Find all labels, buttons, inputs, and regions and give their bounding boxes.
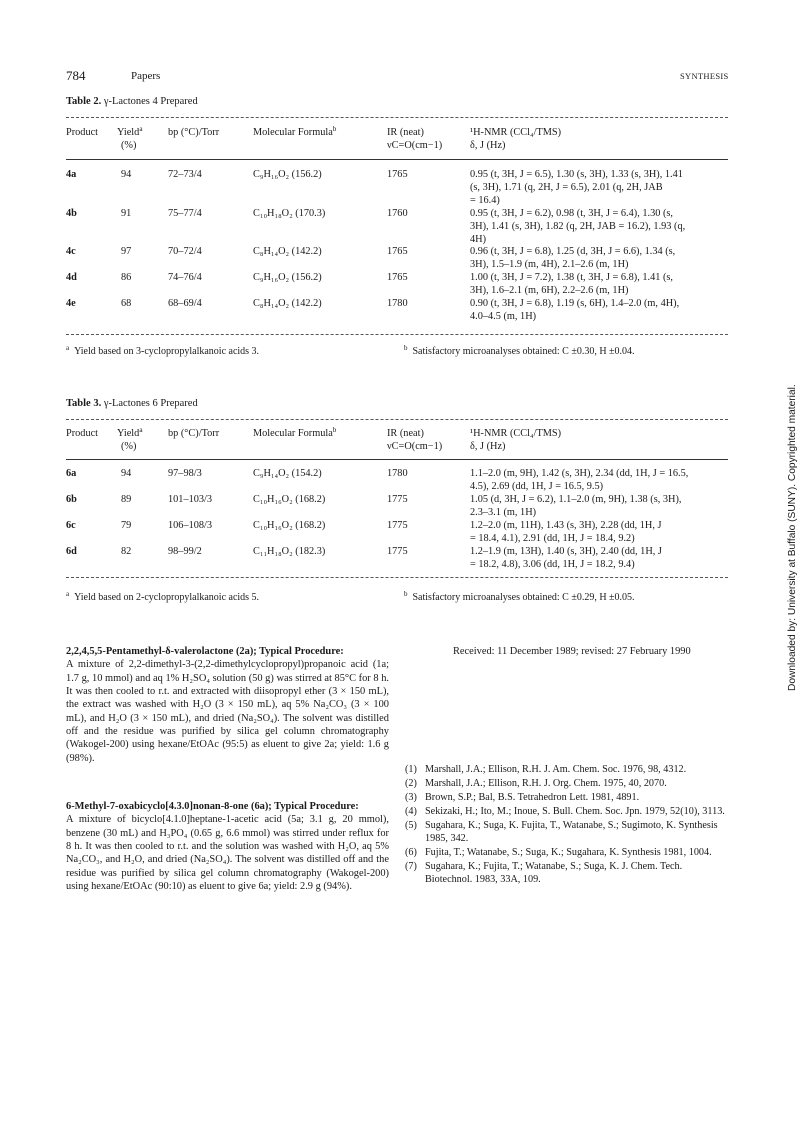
row-4d-yield: 86 [121, 272, 132, 283]
row-4c-nmr-line: 3H), 1.5–1.9 (m, 4H), 2.1–2.6 (m, 1H) [470, 258, 629, 270]
procedure-2a-text: A mixture of 2,2-dimethyl-3-(2,2-dimethylcyclopropyl)propanoic acid (1a; 1.7 g, 10 mmol) and aq 1% H₂SO₄ solution (50 g) was stirred at 85°C for 8 h. It was then cooled to r.t. and extracted with diisopropyl ether (3 × 150 mL), the extract was washed with H₂O (3 × 150 mL), aq 5% Na₂CO₃ (3 × 100 mL), and H₂O (3 × 150 mL), and dried (Na₂SO₄). The solvent was distilled off and the residue was purified by silica gel column chromatography (Wakogel-200) using hexane/EtOAc (95:5) as eluent to give 2a; yield: 1.6 g (98%). [66, 659, 389, 764]
row-4c-id: 4c [66, 246, 76, 257]
row-6b-nmr-line: 1.05 (d, 3H, J = 6.2), 1.1–2.0 (m, 9H), 1.38 (s, 3H), [470, 494, 682, 505]
table3-title: γ-Lactones 6 Prepared [103, 398, 198, 409]
col-ir-unit: νC=O(cm−1) [387, 139, 443, 151]
table3-footnote-a: $^a$ Yield based on 2-cyclopropylalkanoic acids 5. [66, 590, 260, 603]
row-4a-yield: 94 [121, 169, 132, 180]
row-4d-nmr-line: 1.00 (t, 3H, J = 7.2), 1.38 (t, 3H, J = 6.8), 1.41 (s, [470, 272, 673, 283]
row-4c-formula: C₈H₁₄O₂ (142.2) [253, 246, 322, 257]
row-4c-ir: 1765 [387, 246, 408, 257]
row-6b-bp: 101–103/3 [168, 494, 213, 505]
table2-top-rule [66, 117, 728, 118]
col-bp: bp (°C)/Torr [168, 127, 220, 138]
col-product: Product [66, 127, 99, 138]
reference-text: Fujita, T.; Watanabe, S.; Suga, K.; Sugahara, K. Synthesis 1981, 1004. [425, 847, 712, 859]
row-4e-nmr-line: 4.0–4.5 (m, 1H) [470, 310, 537, 322]
col-yield-unit: (%) [121, 440, 137, 452]
procedure-6a [66, 800, 389, 893]
col-ir-unit: νC=O(cm−1) [387, 440, 443, 452]
row-6c-id: 6c [66, 520, 76, 531]
row-4a-nmr-line: (s, 3H), 1.71 (q, 2H, J = 6.5), 2.01 (q, 2H, JAB [470, 181, 663, 193]
row-4a-id: 4a [66, 169, 77, 180]
table3-caption [66, 397, 198, 410]
table3-top-rule [66, 419, 728, 420]
section-label: Papers [131, 70, 161, 82]
row-6b-ir: 1775 [387, 494, 408, 505]
table2-caption [66, 95, 198, 108]
row-4b-bp: 75–77/4 [168, 208, 202, 219]
reference-item [405, 860, 729, 886]
reference-text: Sugahara, K.; Fujita, T.; Watanabe, S.; Suga, K. J. Chem. Tech. Biotechnol. 1983, 33A, 109. [425, 861, 683, 886]
table2-header-rule [66, 159, 728, 160]
row-4e-nmr-line: 0.90 (t, 3H, J = 6.8), 1.19 (s, 6H), 1.4–2.0 (m, 4H), [470, 298, 680, 309]
row-6a-nmr-line: 1.1–2.0 (m, 9H), 1.42 (s, 3H), 2.34 (dd, 1H, J = 16.5, [470, 468, 689, 479]
reference-number: (7) [405, 861, 417, 873]
row-4b-id: 4b [66, 208, 77, 219]
row-4d-formula: C₉H₁₆O₂ (156.2) [253, 272, 322, 283]
row-4e-yield: 68 [121, 298, 132, 309]
row-6d-id: 6d [66, 546, 77, 557]
col-nmr: ¹H-NMR (CCl₄/TMS) [470, 428, 562, 439]
row-4d-ir: 1765 [387, 272, 408, 283]
row-4b-formula: C₁₀H₁₈O₂ (170.3) [253, 208, 326, 219]
reference-text: Marshall, J.A.; Ellison, R.H. J. Org. Chem. 1975, 40, 2070. [425, 778, 667, 790]
row-6a-ir: 1780 [387, 468, 408, 479]
reference-item [405, 763, 729, 776]
reference-number: (4) [405, 806, 417, 818]
reference-text: Sekizaki, H.; Ito, M.; Inoue, S. Bull. Chem. Soc. Jpn. 1979, 52(10), 3113. [425, 806, 725, 818]
row-6b-formula: C₁₀H₁₆O₂ (168.2) [253, 494, 326, 505]
download-notice: Downloaded by: University at Buffalo (SUNY). Copyrighted material. [787, 384, 798, 691]
col-nmr: ¹H-NMR (CCl₄/TMS) [470, 127, 562, 138]
row-6a-yield: 94 [121, 468, 132, 479]
col-nmr-sub: δ, J (Hz) [470, 440, 506, 452]
row-4b-ir: 1760 [387, 208, 408, 219]
row-4d-id: 4d [66, 272, 77, 283]
row-6b-nmr-line: 2.3–3.1 (m, 1H) [470, 506, 537, 518]
row-6b-yield: 89 [121, 494, 132, 505]
reference-number: (3) [405, 792, 417, 804]
reference-item [405, 777, 729, 790]
col-formula: Molecular Formula$^b$ [253, 426, 337, 439]
col-yield: Yield$^a$ [117, 426, 143, 439]
procedure-6a-heading: 6-Methyl-7-oxabicyclo[4.3.0]nonan-8-one (6a); Typical Procedure: [66, 801, 359, 812]
row-6d-nmr-line: = 18.2, 4.8), 3.06 (dd, 1H, J = 18.2, 9.4) [470, 558, 635, 570]
row-4c-bp: 70–72/4 [168, 246, 202, 257]
table2-footnote-a: $^a$ Yield based on 3-cyclopropylalkanoic acids 3. [66, 344, 260, 357]
row-6d-yield: 82 [121, 546, 132, 557]
row-6c-formula: C₁₀H₁₆O₂ (168.2) [253, 520, 326, 531]
row-4a-formula: C₉H₁₆O₂ (156.2) [253, 169, 322, 180]
col-formula: Molecular Formula$^b$ [253, 125, 337, 138]
reference-item [405, 846, 729, 859]
row-4c-yield: 97 [121, 246, 132, 257]
row-6d-nmr-line: 1.2–1.9 (m, 13H), 1.40 (s, 3H), 2.40 (dd, 1H, J [470, 546, 662, 557]
procedure-2a [66, 645, 389, 765]
col-ir: IR (neat) [387, 127, 424, 138]
table3-footnote-b: $^b$ Satisfactory microanalyses obtained: C ±0.29, H ±0.05. [404, 590, 635, 603]
row-6d-ir: 1775 [387, 546, 408, 557]
row-6d-formula: C₁₁H₁₈O₂ (182.3) [253, 546, 326, 557]
reference-number: (5) [405, 820, 417, 832]
row-4a-ir: 1765 [387, 169, 408, 180]
col-product: Product [66, 428, 99, 439]
row-6c-ir: 1775 [387, 520, 408, 531]
col-ir: IR (neat) [387, 428, 424, 439]
procedure-2a-heading: 2,2,4,5,5-Pentamethyl-δ-valerolactone (2a); Typical Procedure: [66, 646, 344, 657]
reference-item [405, 791, 729, 804]
col-nmr-sub: δ, J (Hz) [470, 139, 506, 151]
row-4a-nmr-line: = 16.4) [470, 194, 500, 206]
row-4a-bp: 72–73/4 [168, 169, 202, 180]
row-4e-bp: 68–69/4 [168, 298, 202, 309]
row-4a-nmr-line: 0.95 (t, 3H, J = 6.5), 1.30 (s, 3H), 1.33 (s, 3H), 1.41 [470, 169, 683, 180]
reference-text: Sugahara, K.; Suga, K. Fujita, T., Watanabe, S.; Sugimoto, K. Synthesis 1985, 342. [425, 820, 718, 845]
table3-label: Table 3. [66, 398, 102, 409]
row-6a-nmr-line: 4.5), 2.69 (dd, 1H, J = 16.5, 9.5) [470, 480, 604, 492]
row-4e-formula: C₈H₁₄O₂ (142.2) [253, 298, 322, 309]
row-6c-bp: 106–108/3 [168, 520, 213, 531]
journal-name: SYNTHESIS [680, 71, 729, 81]
table2-title: γ-Lactones 4 Prepared [103, 96, 198, 107]
table2-footnote-b: $^b$ Satisfactory microanalyses obtained: C ±0.30, H ±0.04. [404, 344, 635, 357]
row-6a-bp: 97–98/3 [168, 468, 202, 479]
reference-number: (6) [405, 847, 417, 859]
reference-item [405, 805, 729, 818]
row-4b-yield: 91 [121, 208, 132, 219]
col-yield: Yield$^a$ [117, 125, 143, 138]
col-bp: bp (°C)/Torr [168, 428, 220, 439]
row-6d-bp: 98–99/2 [168, 546, 202, 557]
procedure-6a-text: A mixture of bicyclo[4.1.0]heptane-1-acetic acid (5a; 3.1 g, 20 mmol), benzene (30 mL) and H₃PO₄ (0.65 g, 6.6 mmol) was stirred under reflux for 8 h. It was then cooled to r.t. and the solution was washed with H₂O, aq 5% Na₂CO₃, and H₂O, and dried (Na₂SO₄). The solvent was distilled off and the residue was purified by silica gel column chromatography (Wakogel-200) using hexane/EtOAc (90:10) as eluent to give 6a; yield: 2.9 g (94%). [66, 814, 389, 892]
reference-number: (1) [405, 764, 417, 775]
reference-number: (2) [405, 778, 417, 790]
table2-label: Table 2. [66, 96, 102, 107]
row-6c-yield: 79 [121, 520, 132, 531]
row-4d-nmr-line: 3H), 1.6–2.1 (m, 6H), 2.2–2.6 (m, 1H) [470, 284, 629, 296]
row-6c-nmr-line: = 18.4, 4.1), 2.91 (dd, 1H, J = 18.4, 9.2) [470, 532, 635, 544]
row-4b-nmr-line: 0.95 (t, 3H, J = 6.2), 0.98 (t, 3H, J = 6.4), 1.30 (s, [470, 208, 673, 219]
row-6a-formula: C₉H₁₄O₂ (154.2) [253, 468, 322, 479]
table2-bottom-rule [66, 334, 728, 335]
row-4d-bp: 74–76/4 [168, 272, 202, 283]
received-dates: Received: 11 December 1989; revised: 27 February 1990 [453, 646, 691, 657]
page-number: 784 [66, 68, 86, 83]
row-6c-nmr-line: 1.2–2.0 (m, 11H), 1.43 (s, 3H), 2.28 (dd, 1H, J [470, 520, 662, 531]
reference-text: Brown, S.P.; Bal, B.S. Tetrahedron Lett. 1981, 4891. [425, 792, 640, 804]
row-4e-ir: 1780 [387, 298, 408, 309]
table3-header-rule [66, 459, 728, 460]
row-6b-id: 6b [66, 494, 77, 505]
reference-list [405, 763, 729, 887]
row-4b-nmr-line: 3H), 1.41 (s, 3H), 1.82 (q, 2H, JAB = 16.2), 1.93 (q, [470, 220, 686, 232]
row-4e-id: 4e [66, 298, 76, 309]
row-4c-nmr-line: 0.96 (t, 3H, J = 6.8), 1.25 (d, 3H, J = 6.6), 1.34 (s, [470, 246, 676, 257]
reference-text: Marshall, J.A.; Ellison, R.H. J. Am. Chem. Soc. 1976, 98, 4312. [425, 764, 687, 775]
reference-item [405, 819, 729, 845]
row-6a-id: 6a [66, 468, 77, 479]
col-yield-unit: (%) [121, 139, 137, 151]
row-4b-nmr-line: 4H) [470, 233, 487, 245]
table3-bottom-rule [66, 577, 728, 578]
